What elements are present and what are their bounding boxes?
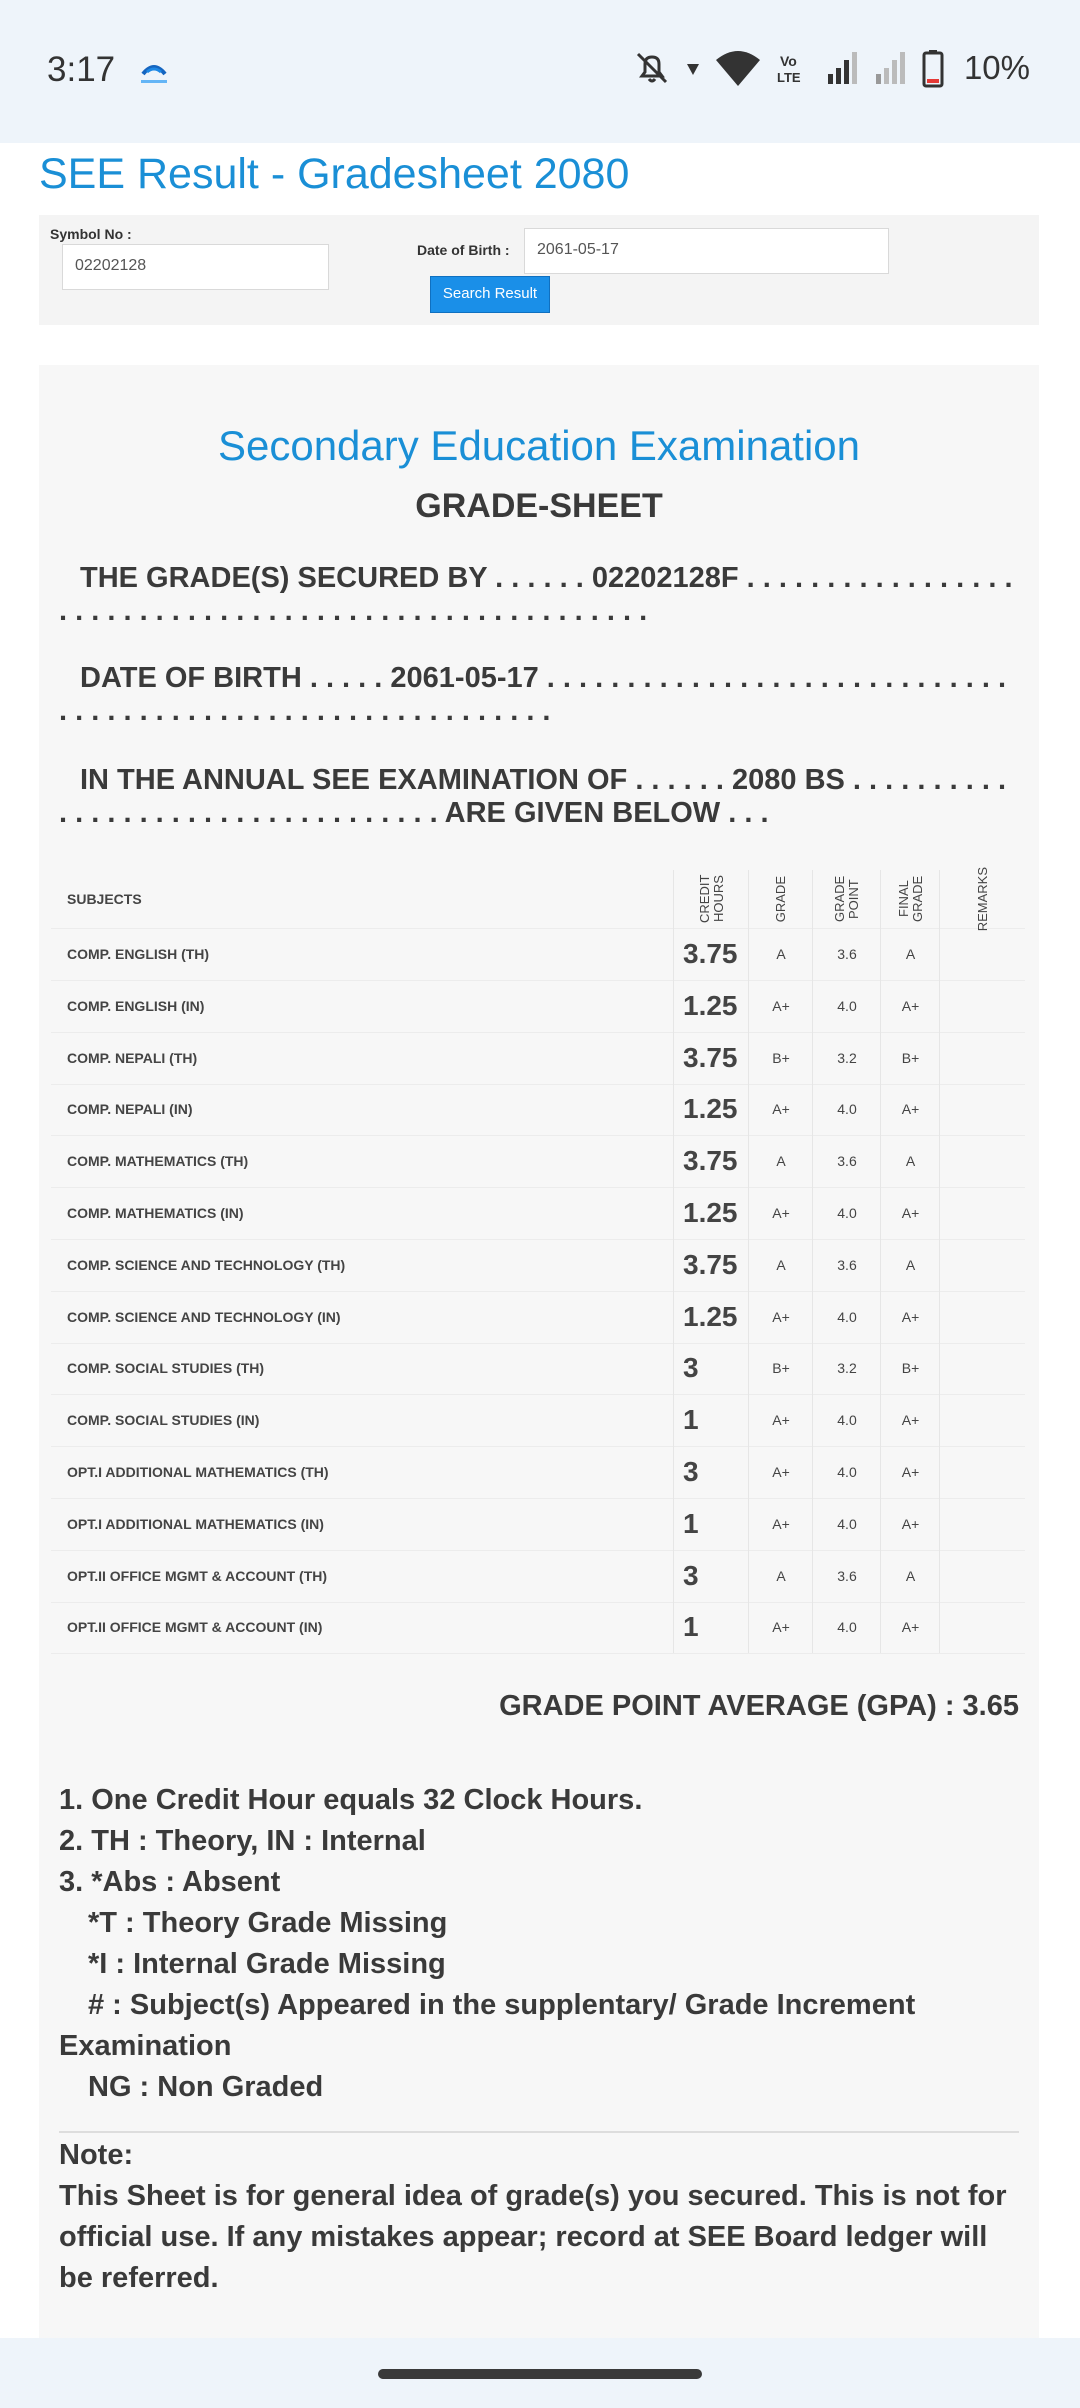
subject-name: COMP. SOCIAL STUDIES (IN): [67, 1412, 260, 1429]
gpa-value: GRADE POINT AVERAGE (GPA) : 3.65: [499, 1690, 1019, 1722]
subject-name: COMP. NEPALI (TH): [67, 1049, 198, 1066]
table-header-row: [51, 866, 1025, 932]
remarks: [939, 1394, 1026, 1446]
header-final-grade: FINAL GRADE: [895, 875, 925, 923]
dob-label: Date of Birth :: [417, 242, 510, 258]
remarks: [939, 1550, 1026, 1602]
remarks: [939, 1187, 1026, 1239]
grade: A: [748, 1135, 813, 1187]
remarks: [939, 1446, 1026, 1498]
subject-name: COMP. SCIENCE AND TECHNOLOGY (TH): [67, 1256, 346, 1273]
grade: A+: [748, 1394, 813, 1446]
credit-hours: 3.75: [673, 928, 748, 980]
note-text: This Sheet is for general idea of grade(s) you secured. This is not for official use. If any mistakes appear; record at SEE Board ledger will be referred.: [59, 2180, 1007, 2294]
credit-hours: 3: [673, 1446, 748, 1498]
header-credit-hours: CREDIT HOURS: [696, 874, 726, 924]
grade: A+: [748, 1498, 813, 1550]
credit-hours: 1.25: [673, 980, 748, 1032]
subject-name: OPT.II OFFICE MGMT & ACCOUNT (TH): [67, 1567, 328, 1584]
grade-point: 4.0: [812, 1498, 881, 1550]
final-grade: A+: [880, 1394, 940, 1446]
svg-text:LTE: LTE: [776, 70, 801, 85]
header-subjects: SUBJECTS: [67, 891, 142, 907]
grade-point: 4.0: [812, 1601, 881, 1653]
table-row: [51, 1187, 1025, 1240]
grade: A+: [748, 1601, 813, 1653]
status-time: 3:17: [47, 50, 116, 89]
dob-line: DATE OF BIRTH . . . . . 2061-05-17 . . . . . . . . . . . . . . . . . . . . . . . . . . . . . . . . . . . . . . . . . . . . . . . . . . . . . . . . . . . .: [59, 662, 1007, 727]
mute-icon: [632, 48, 672, 88]
final-grade: A+: [880, 1601, 940, 1653]
header-grade: GRADE: [773, 875, 788, 923]
secured-by-line: THE GRADE(S) SECURED BY . . . . . . 02202128F . . . . . . . . . . . . . . . . . . . . . . . . . . . . . . . . . . . . . . . . . . . . . . . . . . . . . .: [59, 562, 1013, 627]
remarks: [939, 1342, 1026, 1394]
remarks: [939, 928, 1026, 980]
grade: A: [748, 1239, 813, 1291]
table-row: [51, 1032, 1025, 1085]
grade: B+: [748, 1342, 813, 1394]
remarks: [939, 1135, 1026, 1187]
remarks: [939, 1083, 1026, 1135]
final-grade: A+: [880, 1291, 940, 1343]
table-row: [51, 980, 1025, 1033]
table-row: [51, 1394, 1025, 1447]
grade: A: [748, 1550, 813, 1602]
exam-line: IN THE ANNUAL SEE EXAMINATION OF . . . . . . 2080 BS . . . . . . . . . . . . . . . . . . . . . . . . . . . . . . . . . . ARE GIVEN BELOW . . .: [59, 764, 1007, 829]
grade-point: 4.0: [812, 1187, 881, 1239]
search-result-button[interactable]: Search Result: [430, 276, 550, 313]
note-item: 2. TH : Theory, IN : Internal: [59, 1825, 426, 1857]
final-grade: A+: [880, 1498, 940, 1550]
navigation-bar: [0, 2338, 1080, 2408]
note-item: 3. *Abs : Absent: [59, 1866, 281, 1898]
symbol-no-input[interactable]: 02202128: [62, 244, 329, 290]
volte-icon: [776, 48, 812, 88]
credit-hours: 1: [673, 1498, 748, 1550]
data-arrow-icon: [686, 48, 700, 88]
remarks: [939, 1291, 1026, 1343]
subject-name: COMP. SCIENCE AND TECHNOLOGY (IN): [67, 1308, 341, 1325]
final-grade: A: [880, 1239, 940, 1291]
final-grade: A: [880, 1550, 940, 1602]
battery-percent: 10%: [963, 49, 1030, 86]
credit-hours: 3: [673, 1342, 748, 1394]
subject-name: COMP. NEPALI (IN): [67, 1101, 193, 1118]
credit-hours: 1.25: [673, 1291, 748, 1343]
signal-2-icon: [874, 48, 908, 88]
home-gesture-handle[interactable]: [378, 2369, 702, 2379]
header-grade-point: GRADE POINT: [832, 875, 861, 923]
disclaimer: [59, 2133, 1019, 2299]
signal-1-icon: [826, 48, 860, 88]
credit-hours: 1.25: [673, 1187, 748, 1239]
subject-name: COMP. ENGLISH (TH): [67, 946, 210, 962]
subject-name: COMP. SOCIAL STUDIES (TH): [67, 1360, 265, 1377]
status-icons: [632, 48, 1030, 88]
table-row: [51, 1135, 1025, 1188]
svg-text:Vo: Vo: [779, 53, 797, 69]
note-item: *T : Theory Grade Missing: [88, 1907, 448, 1939]
table-row: [51, 1601, 1025, 1654]
final-grade: B+: [880, 1032, 940, 1084]
grade-point: 4.0: [812, 980, 881, 1032]
wifi-icon: [714, 48, 762, 88]
subject-name: OPT.II OFFICE MGMT & ACCOUNT (IN): [67, 1619, 323, 1636]
grade-point: 3.2: [812, 1032, 881, 1084]
dob-input[interactable]: 2061-05-17: [524, 228, 889, 274]
grade: A+: [748, 1291, 813, 1343]
remarks: [939, 1601, 1026, 1653]
note-item: 1. One Credit Hour equals 32 Clock Hours.: [59, 1784, 643, 1816]
subject-name: OPT.I ADDITIONAL MATHEMATICS (TH): [67, 1464, 329, 1480]
credit-hours: 1: [673, 1601, 748, 1653]
table-row: [51, 1550, 1025, 1603]
grade-point: 4.0: [812, 1291, 881, 1343]
credit-hours: 3.75: [673, 1239, 748, 1291]
table-row: [51, 1239, 1025, 1292]
grade: A+: [748, 1446, 813, 1498]
note-item: NG : Non Graded: [88, 2071, 324, 2103]
app-notification-icon: [137, 56, 171, 86]
battery-icon: [922, 48, 944, 88]
subject-name: OPT.I ADDITIONAL MATHEMATICS (IN): [67, 1515, 324, 1532]
grade: B+: [748, 1032, 813, 1084]
page-title: SEE Result - Gradesheet 2080: [39, 150, 630, 198]
credit-hours: 1: [673, 1394, 748, 1446]
final-grade: A: [880, 1135, 940, 1187]
final-grade: A+: [880, 1446, 940, 1498]
subject-name: COMP. ENGLISH (IN): [67, 997, 205, 1014]
table-row: [51, 1083, 1025, 1136]
final-grade: B+: [880, 1342, 940, 1394]
grade: A: [748, 928, 813, 980]
table-row: [51, 928, 1025, 981]
grade-point: 3.2: [812, 1342, 881, 1394]
final-grade: A+: [880, 980, 940, 1032]
grade: A+: [748, 980, 813, 1032]
grade-sheet-title: GRADE-SHEET: [415, 487, 663, 525]
remarks: [939, 1498, 1026, 1550]
remarks: [939, 1239, 1026, 1291]
grade: A+: [748, 1083, 813, 1135]
credit-hours: 3: [673, 1550, 748, 1602]
final-grade: A: [880, 928, 940, 980]
note-item: *I : Internal Grade Missing: [88, 1948, 446, 1980]
remarks: [939, 980, 1026, 1032]
subject-name: COMP. MATHEMATICS (IN): [67, 1205, 244, 1221]
grade-point: 3.6: [812, 1550, 881, 1602]
table-row: [51, 1446, 1025, 1499]
status-bar: [0, 0, 1080, 143]
grade-point: 4.0: [812, 1083, 881, 1135]
grade-point: 4.0: [812, 1394, 881, 1446]
grade-point: 3.6: [812, 1239, 881, 1291]
table-row: [51, 1498, 1025, 1551]
subject-name: COMP. MATHEMATICS (TH): [67, 1153, 249, 1170]
grade-point: 4.0: [812, 1446, 881, 1498]
header-remarks: REMARKS: [975, 866, 990, 932]
remarks: [939, 1032, 1026, 1084]
grade-point: 3.6: [812, 1135, 881, 1187]
symbol-no-label: Symbol No :: [50, 226, 132, 242]
final-grade: A+: [880, 1083, 940, 1135]
grade: A+: [748, 1187, 813, 1239]
note-label: Note:: [59, 2139, 134, 2171]
exam-title: Secondary Education Examination: [217, 422, 861, 469]
table-row: [51, 1291, 1025, 1344]
credit-hours: 3.75: [673, 1032, 748, 1084]
final-grade: A+: [880, 1187, 940, 1239]
grade-point: 3.6: [812, 928, 881, 980]
credit-hours: 3.75: [673, 1135, 748, 1187]
credit-hours: 1.25: [673, 1083, 748, 1135]
note-item: # : Subject(s) Appeared in the supplentary/ Grade Increment Examination: [59, 1989, 916, 2062]
table-row: [51, 1342, 1025, 1395]
notes-list: [59, 1780, 1019, 2108]
